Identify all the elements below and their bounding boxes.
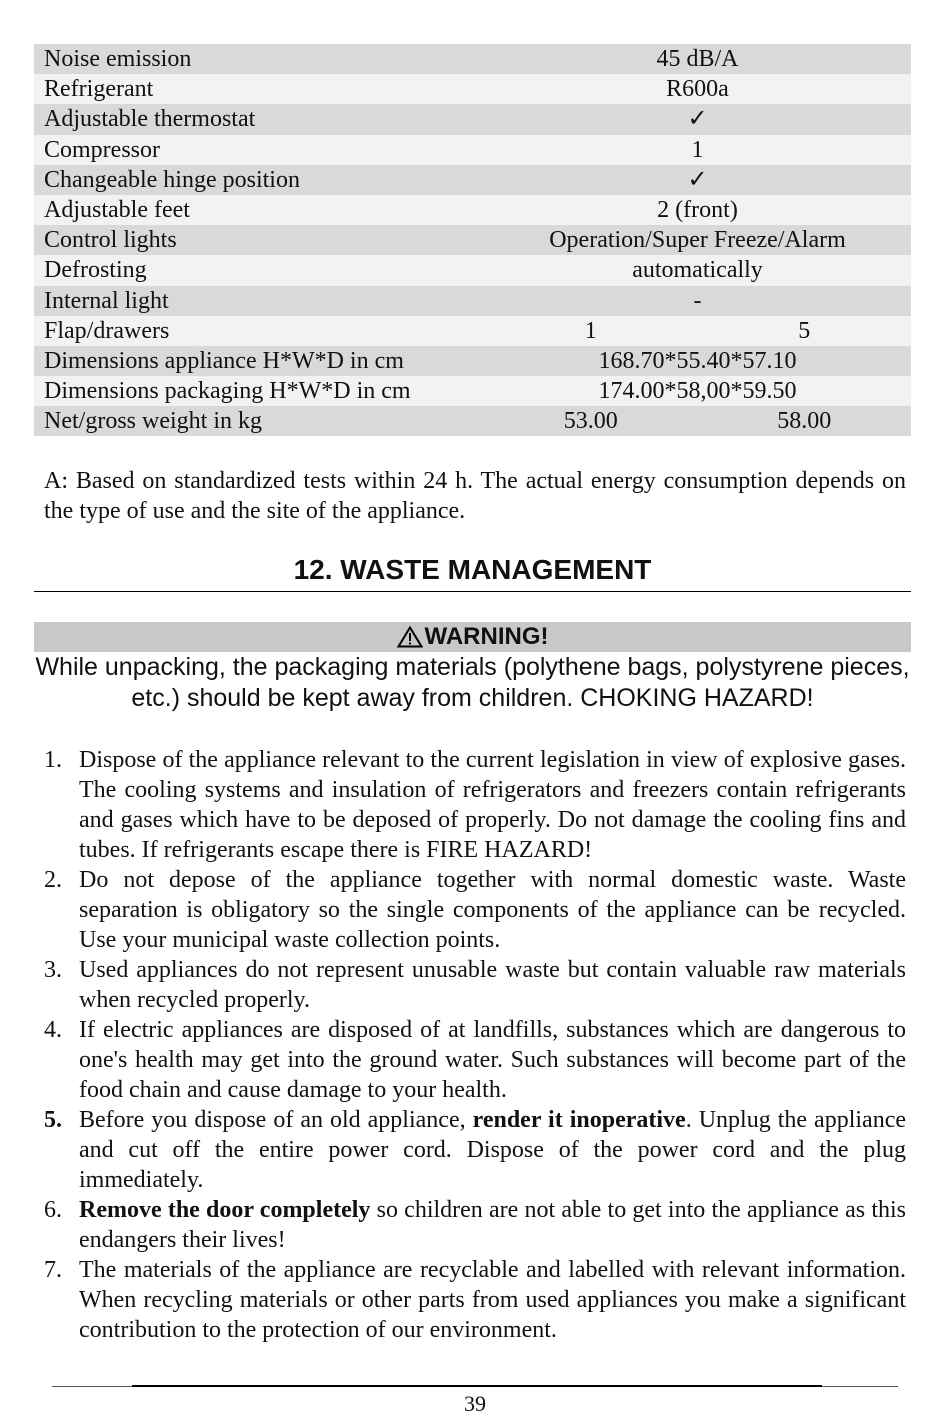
spec-value-split [484, 316, 911, 346]
spec-value: 174.00*58,00*59.50 [484, 376, 911, 406]
spec-value: 168.70*55.40*57.10 [484, 346, 911, 376]
spec-value: 2 (front) [484, 195, 911, 225]
page-number: 39 [464, 1391, 486, 1416]
warning-text: While unpacking, the packaging materials (polythene bags, polystyrene pieces, etc.) should be kept away from children. CHOKING HAZARD! [35, 653, 910, 712]
spec-row [34, 376, 911, 406]
list-item-number: 1. [44, 747, 62, 773]
spec-value-b: 5 [798, 317, 811, 344]
spec-value-split [484, 406, 911, 436]
list-item-text-pre: Before you dispose of an old appliance, [79, 1107, 473, 1133]
spec-value: automatically [484, 255, 911, 285]
list-item [44, 1015, 906, 1105]
spec-label: Refrigerant [34, 74, 484, 104]
spec-label: Dimensions packaging H*W*D in cm [34, 376, 484, 406]
spec-value: 1 [484, 135, 911, 165]
spec-value: R600a [484, 74, 911, 104]
list-item-number: 7. [44, 1257, 62, 1283]
list-item-emphasis: Remove the door completely [79, 1197, 371, 1223]
spec-value-b: 58.00 [777, 408, 832, 435]
spec-row [34, 165, 911, 195]
list-item-number: 2. [44, 867, 62, 893]
spec-row [34, 286, 911, 316]
warning-label: WARNING! [424, 623, 549, 650]
spec-label: Adjustable feet [34, 195, 484, 225]
spec-value-a: 53.00 [563, 408, 618, 435]
list-item [44, 745, 906, 865]
list-item-number: 3. [44, 957, 62, 983]
spec-label: Changeable hinge position [34, 165, 484, 195]
list-item-text: If electric appliances are disposed of at landfills, substances which are dangerous to one's health may get into the ground water. Such substances will become part of the food chain and cause damage to your health. [79, 1017, 906, 1103]
list-item-number: 4. [44, 1017, 62, 1043]
list-item-text: Do not depose of the appliance together with normal domestic waste. Waste separation is obligatory so the single components of the appliance can be recycled. Use your municipal waste collection points. [79, 867, 906, 953]
specifications-table [34, 44, 911, 436]
footer-divider-dark [132, 1385, 822, 1387]
list-item-number: 6. [44, 1197, 62, 1223]
spec-value: Operation/Super Freeze/Alarm [484, 225, 911, 255]
spec-label: Noise emission [34, 44, 484, 74]
spec-label: Adjustable thermostat [34, 104, 484, 134]
spec-row [34, 44, 911, 74]
spec-value: - [484, 286, 911, 316]
footnote: A: Based on standardized tests within 24 h. The actual energy consumption depends on the type of use and the site of the appliance. [44, 468, 906, 524]
warning-banner [34, 622, 911, 652]
list-item-text: Used appliances do not represent unusable waste but contain valuable raw materials when recycled properly. [79, 957, 906, 1013]
list-item [44, 955, 906, 1015]
list-item-text: The materials of the appliance are recyclable and labelled with relevant information. When recycling materials or other parts from used appliances you make a significant contribution to the protection of our environment. [79, 1257, 906, 1343]
list-item-text-post: . Unplug the appliance and cut off the entire power cord. Dispose of the power cord and the plug immediately. [79, 1107, 906, 1193]
warning-triangle-icon [397, 626, 423, 648]
heading-divider [34, 591, 911, 592]
spec-row [34, 195, 911, 225]
spec-row [34, 74, 911, 104]
spec-row [34, 225, 911, 255]
spec-row [34, 406, 911, 436]
list-item-text: Dispose of the appliance relevant to the current legislation in view of explosive gases. The cooling systems and insulation of refrigerators and freezers contain refrigerants and gases which have to be deposed of properly. Do not damage the cooling fins and tubes. If refrigerants escape there is FIRE HAZARD! [79, 747, 906, 863]
disposal-steps-list [44, 745, 906, 1345]
list-item [44, 1105, 906, 1195]
spec-row [34, 316, 911, 346]
spec-label: Defrosting [34, 255, 484, 285]
spec-value-a: 1 [584, 317, 597, 344]
section-heading: 12. WASTE MANAGEMENT [293, 554, 652, 585]
spec-row [34, 135, 911, 165]
spec-label: Net/gross weight in kg [34, 406, 484, 436]
list-item-emphasis: render it inoperative [472, 1107, 686, 1133]
spec-row [34, 104, 911, 134]
list-item [44, 1255, 906, 1345]
checkmark-icon: ✓ [484, 104, 911, 134]
list-item [44, 865, 906, 955]
list-item [44, 1195, 906, 1255]
spec-label: Dimensions appliance H*W*D in cm [34, 346, 484, 376]
list-item-number: 5. [44, 1107, 62, 1133]
spec-value: 45 dB/A [484, 44, 911, 74]
spec-label: Flap/drawers [34, 316, 484, 346]
list-item-text-post: so children are not able to get into the appliance as this endangers their lives! [79, 1197, 907, 1253]
spec-label: Internal light [34, 286, 484, 316]
spec-label: Compressor [34, 135, 484, 165]
spec-row [34, 255, 911, 285]
spec-label: Control lights [34, 225, 484, 255]
spec-row [34, 346, 911, 376]
checkmark-icon: ✓ [484, 165, 911, 195]
